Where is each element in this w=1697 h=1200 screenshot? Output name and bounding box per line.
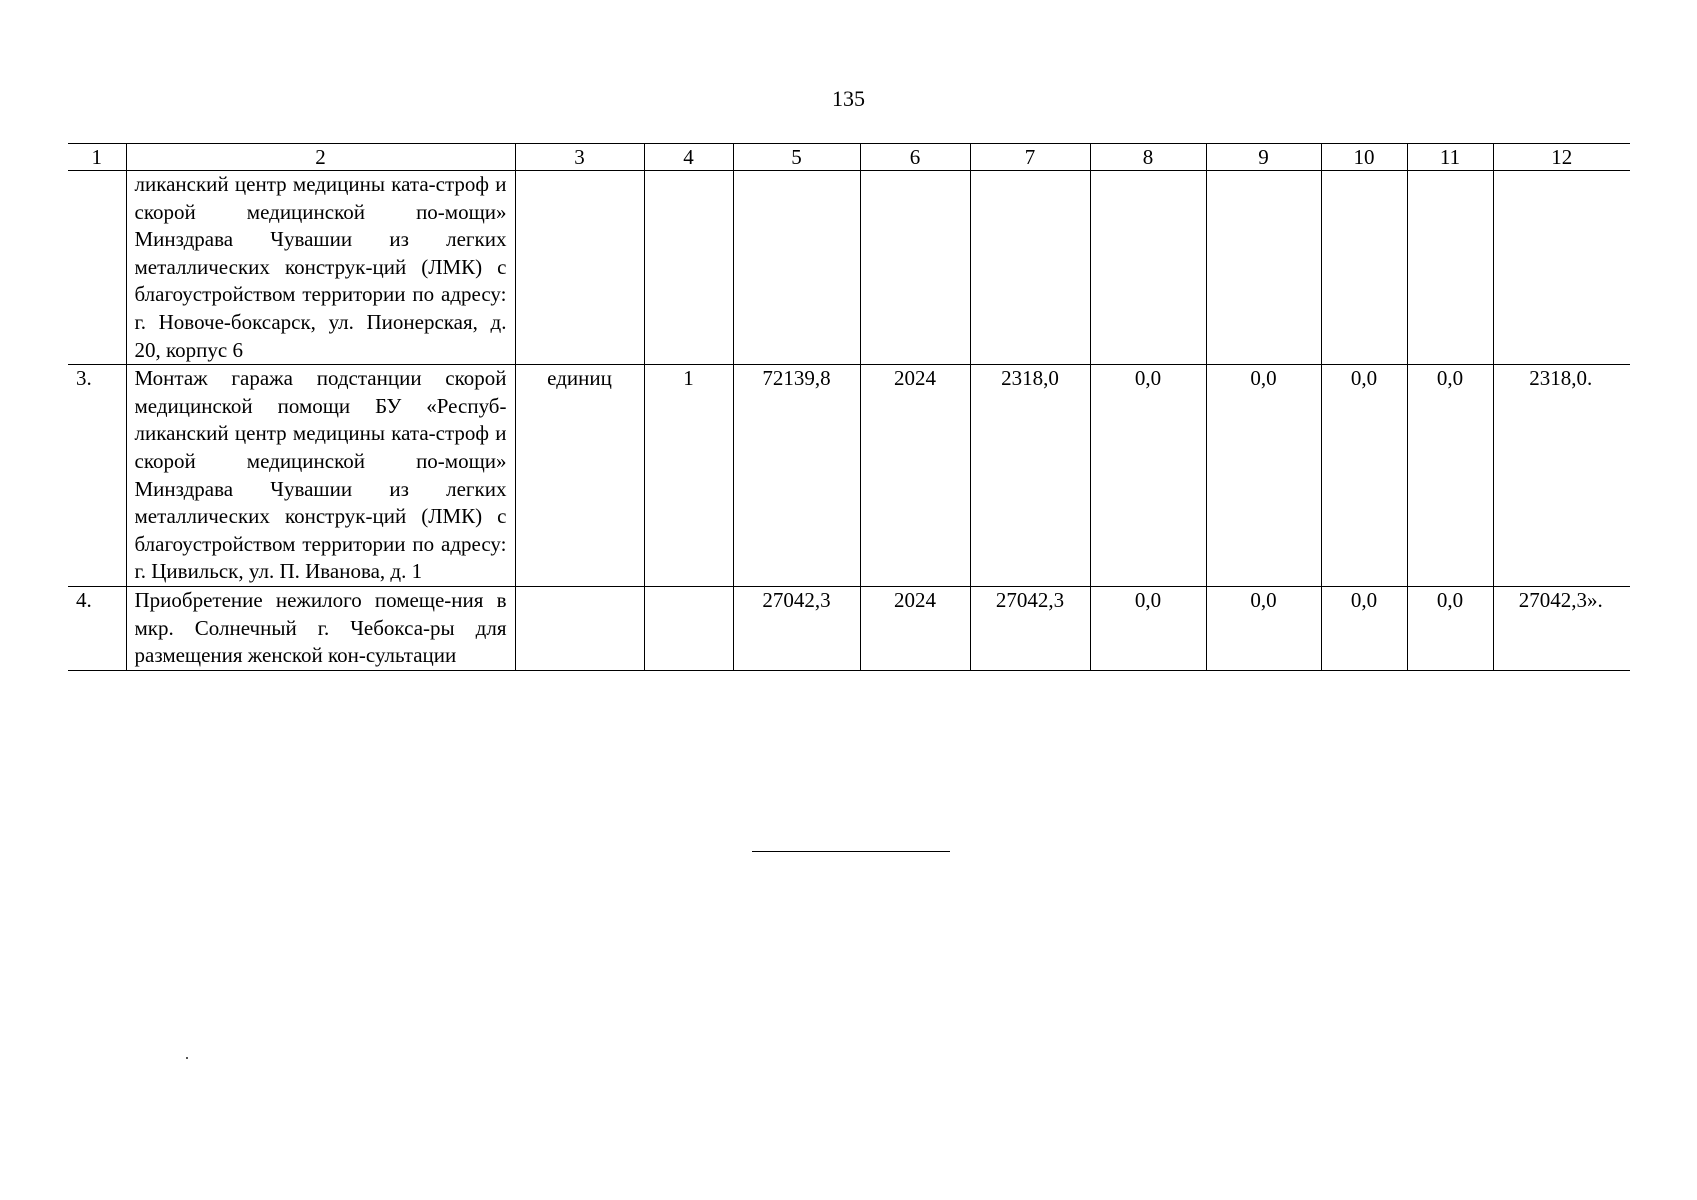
table-row (68, 586, 1630, 670)
column-number-cell: 8 (1090, 144, 1206, 171)
value-cell-12: 2318,0. (1493, 365, 1630, 587)
page-number: 135 (832, 86, 865, 111)
column-number-cell: 3 (515, 144, 644, 171)
value-cell-6: 2024 (860, 586, 970, 670)
column-number-cell: 12 (1493, 144, 1630, 171)
program-table (68, 143, 1630, 671)
end-of-document-rule (752, 851, 950, 852)
column-number-cell: 4 (644, 144, 733, 171)
quantity-cell (644, 586, 733, 670)
value-cell-7 (970, 171, 1090, 365)
value-cell-5: 72139,8 (733, 365, 860, 587)
unit-cell (515, 171, 644, 365)
value-cell-5 (733, 171, 860, 365)
object-name-cell: Приобретение нежилого помеще-ния в мкр. Солнечный г. Чебокса-ры для размещения женской кон-сультации (126, 586, 515, 670)
row-number-cell: 3. (68, 365, 126, 587)
value-cell-10: 0,0 (1321, 586, 1407, 670)
table-row (68, 171, 1630, 365)
value-cell-9: 0,0 (1206, 586, 1321, 670)
value-cell-6: 2024 (860, 365, 970, 587)
value-cell-5: 27042,3 (733, 586, 860, 670)
object-name-cell: Монтаж гаража подстанции скорой медицинской помощи БУ «Респуб-ликанский центр медицины ката-строф и скорой медицинской по-мощи» Минздрава Чувашии из легких металлических конструк-ций (ЛМК) с благоустройством территории по адресу: г. Цивильск, ул. П. Иванова, д. 1 (126, 365, 515, 587)
value-cell-8 (1090, 171, 1206, 365)
value-cell-10 (1321, 171, 1407, 365)
column-number-row (68, 144, 1630, 171)
column-number-cell: 6 (860, 144, 970, 171)
row-number-cell (68, 171, 126, 365)
column-number-cell: 7 (970, 144, 1090, 171)
value-cell-12: 27042,3». (1493, 586, 1630, 670)
unit-cell: единиц (515, 365, 644, 587)
value-cell-8: 0,0 (1090, 365, 1206, 587)
column-number-cell: 9 (1206, 144, 1321, 171)
quantity-cell (644, 171, 733, 365)
value-cell-9: 0,0 (1206, 365, 1321, 587)
column-number-cell: 2 (126, 144, 515, 171)
value-cell-8: 0,0 (1090, 586, 1206, 670)
column-number-cell: 11 (1407, 144, 1493, 171)
row-number-cell: 4. (68, 586, 126, 670)
table-row (68, 365, 1630, 587)
quantity-cell: 1 (644, 365, 733, 587)
value-cell-11 (1407, 171, 1493, 365)
unit-cell (515, 586, 644, 670)
value-cell-9 (1206, 171, 1321, 365)
stray-mark (186, 1057, 188, 1059)
column-number-cell: 1 (68, 144, 126, 171)
value-cell-7: 27042,3 (970, 586, 1090, 670)
value-cell-12 (1493, 171, 1630, 365)
column-number-cell: 5 (733, 144, 860, 171)
value-cell-6 (860, 171, 970, 365)
column-number-cell: 10 (1321, 144, 1407, 171)
object-name-cell: ликанский центр медицины ката-строф и скорой медицинской по-мощи» Минздрава Чувашии из легких металлических конструк-ций (ЛМК) с благоустройством территории по адресу: г. Новоче-боксарск, ул. Пионерская, д. 20, корпус 6 (126, 171, 515, 365)
value-cell-7: 2318,0 (970, 365, 1090, 587)
value-cell-11: 0,0 (1407, 586, 1493, 670)
value-cell-11: 0,0 (1407, 365, 1493, 587)
value-cell-10: 0,0 (1321, 365, 1407, 587)
